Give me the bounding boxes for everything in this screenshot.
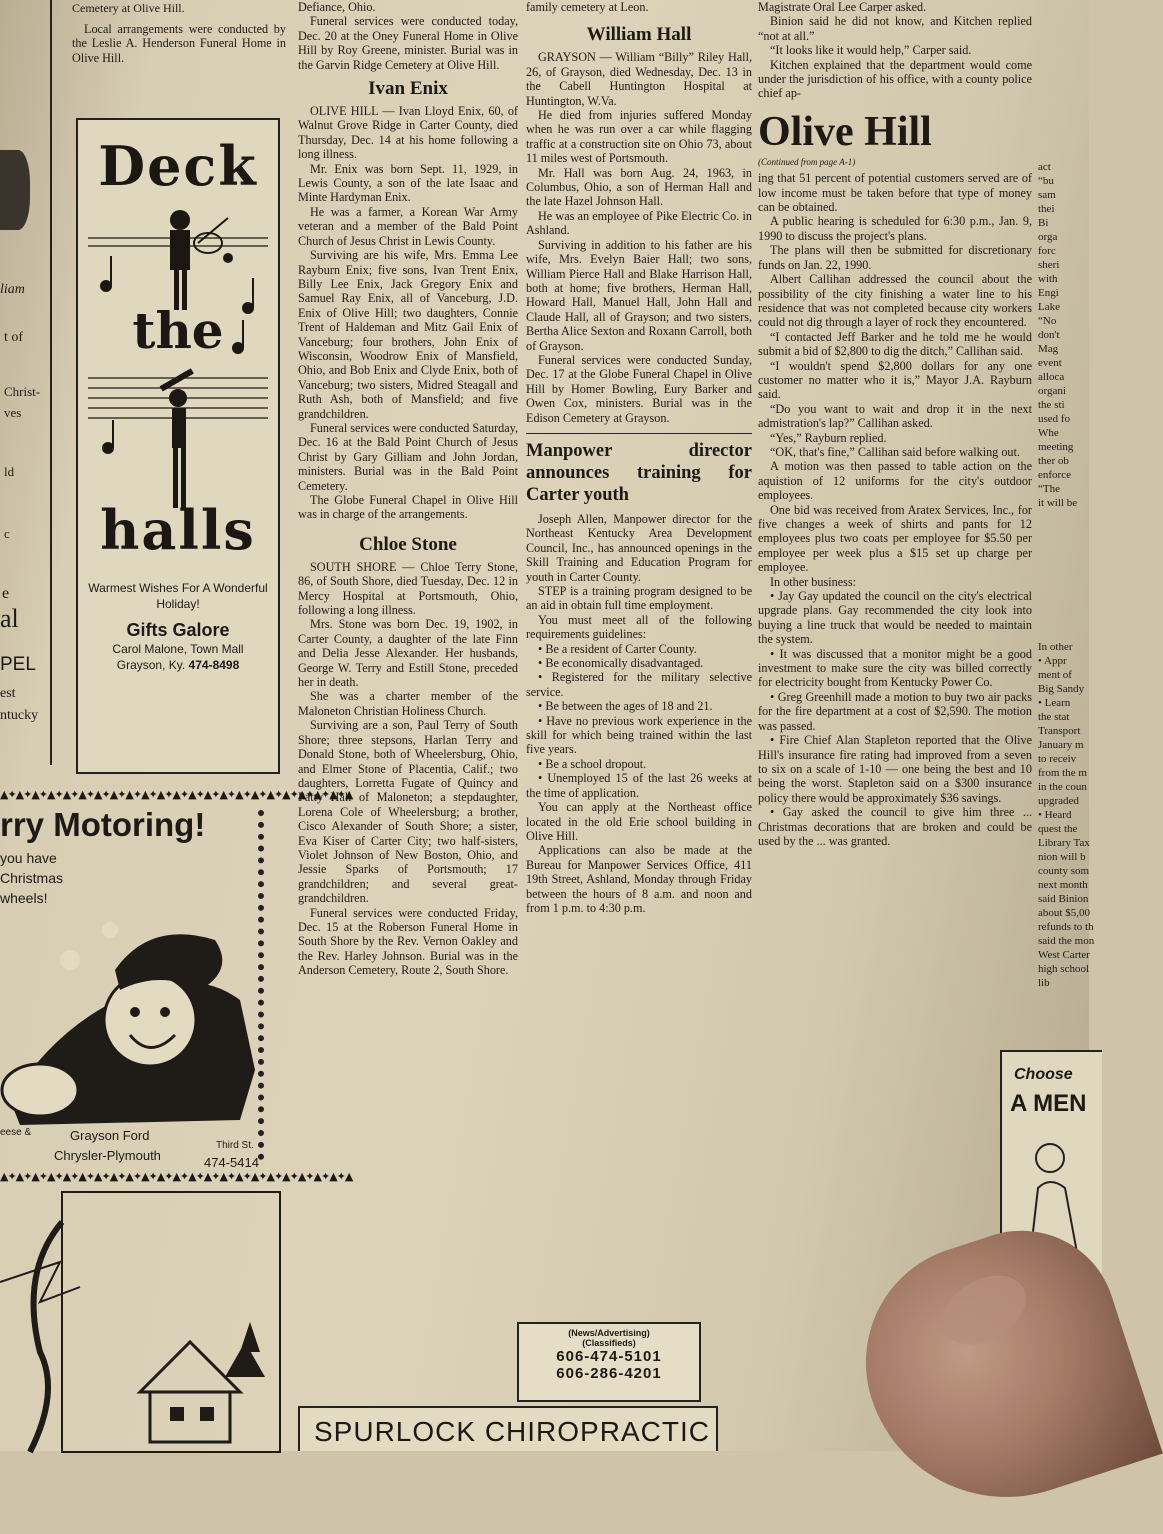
right-frag: event [1038,357,1062,369]
motoring-text-3: wheels! [0,890,48,906]
olive-p17: • Gay asked the council to give him three ... Christmas decorations that are broken and could be used by the ... was granted. [758,805,1032,848]
right-frag: ther ob [1038,455,1069,467]
enix-p3: He was a farmer, a Korean War Army veteran and a member of the Bald Point Church of Jesus Christ in Lewis County. [298,204,518,248]
left-frag-6: c [4,526,10,541]
tree-border-top: ▲✦▲✦▲✦▲✦▲✦▲✦▲✦▲✦▲✦▲✦▲✦▲✦▲✦▲✦▲✦▲✦▲✦▲✦▲✦▲✦▲✦▲✦▲ [0,788,353,801]
right-frag: meeting [1038,441,1074,453]
deck-word: Deck [98,134,258,198]
halls-word: halls [100,498,256,562]
enix-p6: The Globe Funeral Chapel in Olive Hill was in charge of the arrangements. [298,493,518,522]
ford-sub: Chrysler-Plymouth [54,1148,161,1163]
right-frag: Library Tax [1038,837,1090,849]
spurlock-ad: SPURLOCK CHIROPRACTIC [298,1406,718,1451]
olive-p1: ing that 51 percent of potential customers served are of low income must be taken before that type of money can be obtained. [758,171,1032,215]
right-frag: thei [1038,203,1055,215]
stone-headline: Chloe Stone [359,533,457,555]
motoring-text-1: you have [0,850,57,866]
enix-headline: Ivan Enix [368,78,448,100]
hall-p5: Surviving in addition to his father are his wife, Mrs. Evelyn Baier Hall; two sons, William Pierce Hall and Blake Harrison Hall, both at home; five brothers, Herman Hall, Howard Hall, Manuel Hall, John Hall and Claude Hall, all of Grayson; and two sisters, Bertha Alice Sexton and Roxann Carroll, both of Grayson. [526,237,752,353]
right-frag: refunds to th [1038,921,1094,933]
right-frag: orga [1038,231,1058,243]
manpower-p4: • Be a resident of Carter County. [538,641,697,656]
left-frag-7: e [2,585,10,602]
olive-p8: “Yes,” Rayburn replied. [770,430,887,445]
right-frag: act [1038,161,1051,173]
ford-left-frag: eese & [0,1127,32,1138]
contact-label-classifieds: (Classifieds) [582,1338,636,1348]
right-frag: Engi [1038,287,1059,299]
col2-p1: Defiance, Ohio. [298,0,376,14]
ford-name: Grayson Ford [70,1128,150,1143]
left-frag-2: t of [4,330,24,345]
gifts-city-line [78,657,278,673]
manpower-p8: • Have no previous work experience in the skill for which being trained within the last five years. [526,713,752,757]
manpower-p12: Applications can also be made at the Bureau for Manpower Services Office, 411 19th Street, Ashland, Monday through Friday between the hours of 8 a.m. and noon and from 1 p.m. to 4:30 p.m. [526,843,752,915]
right-frag: • Appr [1038,655,1067,667]
right-frag: “No [1038,315,1057,327]
right-frag: county som [1038,865,1090,877]
obituary-column-1 [298,0,518,1406]
olive-p10: A motion was then passed to table action on the aquistion of 12 uniforms for the city's outdoor employees. [758,459,1032,503]
contact-label-news: (News/Advertising) [568,1328,650,1338]
left-frag-4: ves [4,405,22,420]
col4-top-2: Binion said he did not know, and Kitchen replied “not at all.” [758,14,1032,43]
olive-p4: Albert Callihan addressed the council about the possibility of the city finishing a water line to his residence that was not completed because city workers could not dig through a layer of rock they encountered. [758,272,1032,330]
ford-street: Third St. [216,1140,254,1151]
manpower-p9: • Be a school dropout. [538,756,647,771]
right-frag: in the coun [1038,781,1087,793]
right-frag: it will be [1038,497,1078,509]
gifts-city: Grayson, Ky. [116,658,186,672]
olive-p12: In other business: [770,574,856,589]
enix-p1: OLIVE HILL — Ivan Lloyd Enix, 60, of Walnut Grove Ridge in Carter County, died Thursday, Dec. 14 at his home following a long illness. [298,104,518,162]
ford-phone: 474-5414 [204,1155,259,1170]
manpower-p3: You must meet all of the following requirements guidelines: [526,612,752,642]
winter-scene-icon [0,1192,292,1452]
the-word: the [132,301,224,360]
left-photo-fragment [0,150,30,230]
contact-phone-1: 606-474-5101 [556,1348,662,1365]
right-frag: enforce [1038,469,1071,481]
manpower-p6: • Registered for the military selective service. [526,670,752,699]
right-frag: “The [1038,483,1060,495]
manpower-p1: Joseph Allen, Manpower director for the Northeast Kentucky Area Development Council, Inc., has announced openings in the Skill Training and Education Program for youth in Carter County. [526,511,752,584]
right-frag: nion will b [1038,851,1086,863]
right-frag: ment of [1038,669,1072,681]
right-frag: from the m [1038,767,1087,779]
manpower-p11: You can apply at the Northeast office located in the old Erie school building in Olive Hill. [526,800,752,843]
olive-p15: • Greg Greenhill made a motion to buy two air packs for the fire department at a cost of $2,590. The motion was passed. [758,689,1032,733]
right-frag: sheri [1038,259,1060,271]
left-frag-3: Christ- [4,384,41,399]
right-frag: Bi [1038,217,1049,229]
right-frag: Whe [1038,427,1059,439]
right-frag: January m [1038,739,1084,751]
enix-p2: Mr. Enix was born Sept. 11, 1929, in Lewis County, a son of the late Isaac and Minte Hardyman Enix. [298,161,518,205]
right-frag: “bu [1038,175,1054,187]
stone-p2: Mrs. Stone was born Dec. 19, 1902, in Carter County, a daughter of the late Finn and Delia Jesse Alexander. Her husbands, George W. Terry and Estill Stone, preceded her in death. [298,617,518,690]
manpower-headline: Manpower director announces training for Carter youth [526,440,752,505]
motoring-text-2: Christmas [0,870,64,886]
santa-car-icon [0,900,260,1130]
olive-p7: “Do you want to wait and drop it in the next admistration's lap?” Callihan asked. [758,401,1032,431]
col4-top-1: Magistrate Oral Lee Carper asked. [758,0,927,14]
col4-top-3: “It looks like it would help,” Carper said. [770,43,972,58]
hall-headline: William Hall [586,24,692,46]
right-frag: alloca [1038,371,1065,383]
right-frag: sam [1038,189,1056,201]
gifts-address: Carol Malone, Town Mall [112,642,244,656]
col4-top-4: Kitchen explained that the department would come under the jurisdiction of his office, with a county police chief ap- [758,57,1032,101]
contact-phone-2: 606-286-4201 [556,1365,662,1382]
left-frag-1: liam [0,282,25,297]
col1-top-line: Cemetery at Olive Hill. [72,1,185,15]
manpower-p7: • Be between the ages of 18 and 21. [538,699,713,714]
col3-top: family cemetery at Leon. [526,0,649,14]
hall-p3: Mr. Hall was born Aug. 24, 1963, in Columbus, Ohio, a son of Herman Hall and the late Hazel Johnson Hall. [526,165,752,209]
manpower-p10: • Unemployed 15 of the last 26 weeks at the time of application. [526,771,752,800]
left-frag-9: PEL [0,654,36,675]
choose-text: Choose [1014,1066,1073,1083]
right-frag: • Heard [1038,809,1072,821]
olive-p6: “I wouldn't spend $2,800 dollars for any one customer no matter who it is,” Mayor J.A. Rayburn said. [758,358,1032,402]
gifts-galore-name: Gifts Galore [126,620,230,640]
stone-p1: SOUTH SHORE — Chloe Terry Stone, 86, of South Shore, died Tuesday, Dec. 12 in Mercy Hospital at Portsmouth, Ohio, following a long illness. [298,559,518,618]
right-frag: Mag [1038,343,1059,355]
enix-p4: Surviving are his wife, Mrs. Emma Lee Rayburn Enix; five sons, Ivan Trent Enix, Billy Lee Enix, Jack Gregory Enix and Samuel Ray Enix, all of Vanceburg, J.D. Enix of Olive Hill; two daughters, Connie Trent of Haldeman and Mitz Gail Enix of Vanceburg; four brothers, John Enix of Wisconsin, Woodrow Enix of Mansfield, Ohio, and Bob Enix and Clyde Enix, both of Vanceburg; two sisters, Midred Steagall and Ruth Ash, both of Mansfield; and five grandchildren. [298,248,518,421]
contact-box [517,1322,701,1402]
right-frag: Transport [1038,725,1081,737]
right-frag: In other [1038,641,1073,653]
right-frag: forc [1038,245,1056,257]
hall-p6: Funeral services were conducted Sunday, Dec. 17 at the Globe Funeral Chapel in Olive Hill by Homer Bowling, Eury Barker and Owen Cox, ministers. Burial was in the Edison Cemetery at Grayson. [526,352,752,425]
tree-border-bottom: ▲✦▲✦▲✦▲✦▲✦▲✦▲✦▲✦▲✦▲✦▲✦▲✦▲✦▲✦▲✦▲✦▲✦▲✦▲✦▲✦▲✦▲✦▲ [0,1170,353,1183]
manpower-p2: STEP is a training program designed to be an aid in obtain full time employment. [526,584,752,613]
right-frag: upgraded [1038,795,1079,807]
continued-note: (Continued from page A-1) [758,156,856,167]
olive-p14: • It was discussed that a monitor might be a good investment to make sure the city was billed correctly for electricity bought from Kentucky Power Co. [758,646,1032,690]
right-frag: next month [1038,879,1088,891]
motoring-title: rry Motoring! [0,806,206,843]
stone-p3: She was a charter member of the Maloneton Christian Holiness Church. [298,689,518,718]
hall-p2: He died from injuries suffered Monday when he was run over a car while flagging traffic at a construction site on Ohio 73, about 11 miles west of Portsmouth. [526,108,752,166]
right-frag: Lake [1038,301,1060,313]
olive-p9: “OK, that's fine,” Callihan said before walking out. [770,444,1020,459]
olive-p5: “I contacted Jeff Barker and he told me he would submit a bid of $2,800 to dig the ditch,” Callihan said. [758,329,1032,359]
right-frag: Big Sandy [1038,683,1085,695]
deck-wishes: Warmest Wishes For A Wonderful Holiday! [88,581,268,611]
left-frag-8: al [0,604,19,633]
stone-p4: Surviving are a son, Paul Terry of South Shore; three stepsons, Harlan Terry and Donald Stone, both of Wheelersburg, Ohio, and Elmer Stone of Placentia, Calif.; two daughters, Lorretta Fugate of Quincy and Patty Hall of Maloneton; a stepdaughter, Lorena Cole of Wheelersburg; a brother, Cisco Alexander of South Shore; a sister, Eva Kiser of Carter City; two half-sisters, Violet Johnson of New Boston, Ohio, and Jessie Sparks of Portsmouth; 17 grandchildren; and several great-grandchildren. [298,718,518,906]
right-frag: the stat [1038,711,1070,723]
olive-p3: The plans will then be submitted for discretionary funds on Jan. 22, 1990. [758,243,1032,272]
amen-text: A MEN [1010,1090,1087,1117]
hall-p4: He was an employee of Pike Electric Co. in Ashland. [526,208,752,238]
right-frag: to receiv [1038,753,1077,765]
stone-p5: Funeral services were conducted Friday, Dec. 15 at the Roberson Funeral Home in South Shore by the Rev. Vernon Oakley and the Rev. Harley Johnson. Burial was in the Anderson Cemetery, Route 2, South Shore. [298,905,518,978]
right-frag: said Binion [1038,893,1089,905]
section-rule [526,433,752,434]
olive-p13: • Jay Gay updated the council on the city's electrical upgrade plans. Gay recommended the city look into buying a line truck that would be needed to maintain the system. [758,589,1032,647]
left-frag-10: est [0,686,16,701]
right-frag: said the mon [1038,935,1095,947]
deck-the-halls-ad [76,118,280,774]
tree-border-right [258,810,276,1160]
col1-local-arrangements: Local arrangements were conducted by the Leslie A. Henderson Funeral Home in Olive Hill. [72,22,286,65]
col2-p2: Funeral services were conducted today, Dec. 20 at the Oney Funeral Home in Olive Hill by Roy Greene, minister. Burial was in the Garvin Ridge Cemetery at Olive Hill. [298,14,518,72]
right-frag: West Carter [1038,949,1090,961]
olive-hill-column [758,0,1032,1451]
olive-p2: A public hearing is scheduled for 6:30 p.m., Jan. 9, 1990 to discuss the project's plans. [758,214,1032,243]
enix-p5: Funeral services were conducted Saturday, Dec. 16 at the Bald Point Church of Jesus Christ by Gary Gilliam and John Jordan, ministers. Burial was in the Bald Point Cemetery. [298,420,519,493]
right-frag: don't [1038,329,1060,341]
right-frag: the sti [1038,399,1065,411]
left-frag-5: ld [4,464,15,479]
right-frags-top [1038,160,1098,510]
right-frag: high school lib [1038,963,1090,989]
musician-figure-icon [78,198,278,518]
right-frag: with [1038,273,1058,285]
right-frag: about $5,00 [1038,907,1090,919]
right-frag: quest the [1038,823,1078,835]
obituary-column-2 [526,0,752,1406]
olive-p16: • Fire Chief Alan Stapleton reported that the Olive Hill's insurance fire rating had improved from a seven to six on a scale of 1-10 — one being the best and 10 being the worst. Stapleton said on a $300 insurance policy there would be approximately $36 savings. [758,733,1032,805]
right-frags-lower [1038,640,1098,990]
olive-hill-headline: Olive Hill [758,108,932,155]
olive-p11: One bid was received from Aratex Services, Inc., for five changes a week of shirts and pants for 12 employees plus two coats per employee for $5.50 per employee per week plus a $15 set up charge per employee. [758,502,1032,575]
right-frag: used fo [1038,413,1071,425]
gifts-phone: 474-8498 [188,658,240,672]
right-frag: • Learn [1038,697,1071,709]
left-border-line [50,0,52,765]
manpower-p5: • Be economically disadvantaged. [538,656,704,671]
right-frag: organi [1038,385,1066,397]
left-frag-11: ntucky [0,708,39,723]
hall-p1: GRAYSON — William “Billy” Riley Hall, 26, of Grayson, died Wednesday, Dec. 13 in the Cabell Huntington Hospital at Huntington, W.Va. [526,50,752,108]
